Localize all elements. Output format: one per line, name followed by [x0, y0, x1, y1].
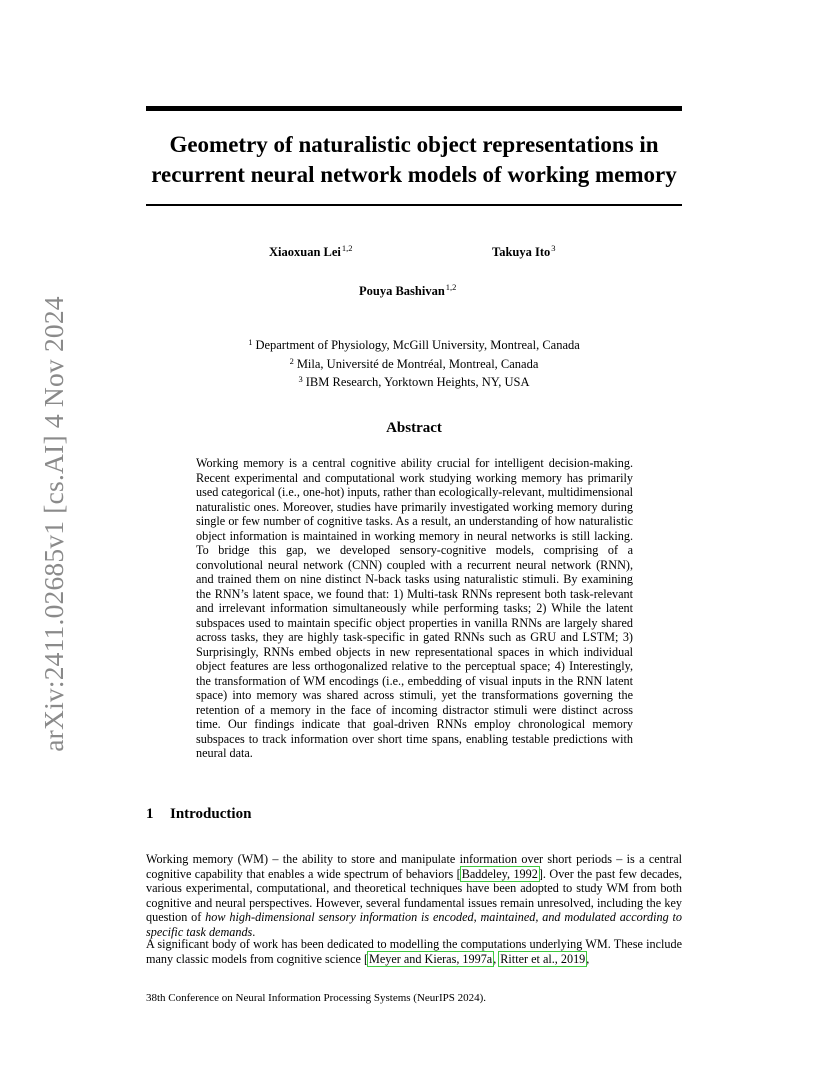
- intro-paragraph-2: [146, 937, 682, 966]
- author-ito: [492, 243, 556, 260]
- citation-link[interactable]: Baddeley, 1992: [461, 866, 538, 881]
- author-affil: 3: [551, 243, 556, 253]
- paragraph-text: Working memory (WM) – the ability to store and manipulate information over short periods – is a central cognitive capability that enables a wide spectrum of behaviors [: [146, 852, 682, 881]
- paragraph-text: .: [252, 924, 256, 939]
- conference-footer: 38th Conference on Neural Information Processing Systems (NeurIPS 2024).: [146, 992, 487, 1004]
- affiliation-num: 3: [298, 374, 303, 384]
- affiliation-text: Department of Physiology, McGill University, Montreal, Canada: [255, 338, 580, 352]
- affiliations: [146, 335, 682, 391]
- author-lei: [269, 243, 353, 260]
- affiliation-3: [146, 372, 682, 391]
- abstract-body: Working memory is a central cognitive ability crucial for intelligent decision-making. Recent experimental and computational work studying working memory has primarily used categorical (i.e., one-hot) inputs, rather than ecologically-relevant, multidimensional naturalistic ones. Moreover, studies have primarily investigated working memory during single or few number of cognitive tasks. As a result, an understanding of how naturalistic object information is maintained in working memory in neural networks is still lacking. To bridge this gap, we developed sensory-cognitive models, comprising of a convolutional neural network (CNN) coupled with a recurrent neural network (RNN), and trained them on nine distinct N-back tasks using naturalistic stimuli. By examining the RNN’s latent space, we found that: 1) Multi-task RNNs represent both task-relevant and irrelevant information simultaneously while performing tasks; 2) While the latent subspaces used to maintain specific object properties in vanilla RNNs are largely shared across tasks, they are highly task-specific in gated RNNs such as GRU and LSTM; 3) Surprisingly, RNNs embed objects in new representational spaces in which individual object features are less orthogonalized relative to the perceptual space; 4) Interestingly, the transformation of WM encodings (i.e., embedding of visual inputs in the RNN latent space) into memory was shared across stimuli, yet the transformations governing the retention of a memory in the face of incoming distractor stimuli were distinct across time. Our findings indicate that goal-driven RNNs employ chronological memory subspaces to track information over short time spans, enabling testable predictions with neural data.: [196, 456, 633, 760]
- affiliation-num: 2: [289, 355, 294, 366]
- paper-title: [146, 130, 682, 190]
- title-bottom-rule: [146, 204, 682, 206]
- title-top-rule: [146, 106, 682, 111]
- section-number: 1: [146, 806, 154, 822]
- affiliation-2: [146, 354, 682, 373]
- citation-link[interactable]: Ritter et al., 2019: [500, 951, 586, 966]
- title-line-1: Geometry of naturalistic object representations in: [169, 132, 659, 157]
- emphasized-text: how high-dimensional sensory information is encoded, maintained, and modulated according to specific task demands: [146, 910, 682, 939]
- title-line-2: recurrent neural network models of working memory: [151, 162, 677, 187]
- paragraph-text: ,: [493, 951, 500, 966]
- abstract-heading: Abstract: [386, 420, 442, 436]
- paragraph-text: A significant body of work has been dedicated to modelling the computations underlying WM. These include many classic models from cognitive science [: [146, 937, 682, 966]
- arxiv-identifier: arXiv:2411.02685v1 [cs.AI] 4 Nov 2024: [38, 296, 69, 752]
- section-title: Introduction: [170, 806, 252, 822]
- author-affil: 1,2: [341, 243, 353, 253]
- author-name: Xiaoxuan Lei: [269, 245, 341, 259]
- section-heading-introduction: [146, 806, 251, 823]
- intro-paragraph-1: [146, 852, 682, 939]
- author-name: Pouya Bashivan: [359, 284, 445, 298]
- author-affil: 1,2: [445, 282, 457, 292]
- affiliation-text: IBM Research, Yorktown Heights, NY, USA: [305, 375, 530, 389]
- citation-link[interactable]: Meyer and Kieras, 1997a: [369, 951, 493, 966]
- author-bashivan: [359, 282, 456, 299]
- affiliation-num: 1: [248, 337, 253, 347]
- paragraph-text: ,: [586, 951, 590, 966]
- affiliation-text: Mila, Université de Montréal, Montreal, Canada: [296, 356, 539, 371]
- author-name: Takuya Ito: [492, 245, 551, 259]
- paragraph-text: ]. Over the past few decades, various experimental, computational, and theoretical techniques have been adopted to study WM from both cognitive and neural perspectives. However, several fundamental issues remain unresolved, including the key question of: [146, 866, 683, 924]
- affiliation-1: [146, 335, 682, 354]
